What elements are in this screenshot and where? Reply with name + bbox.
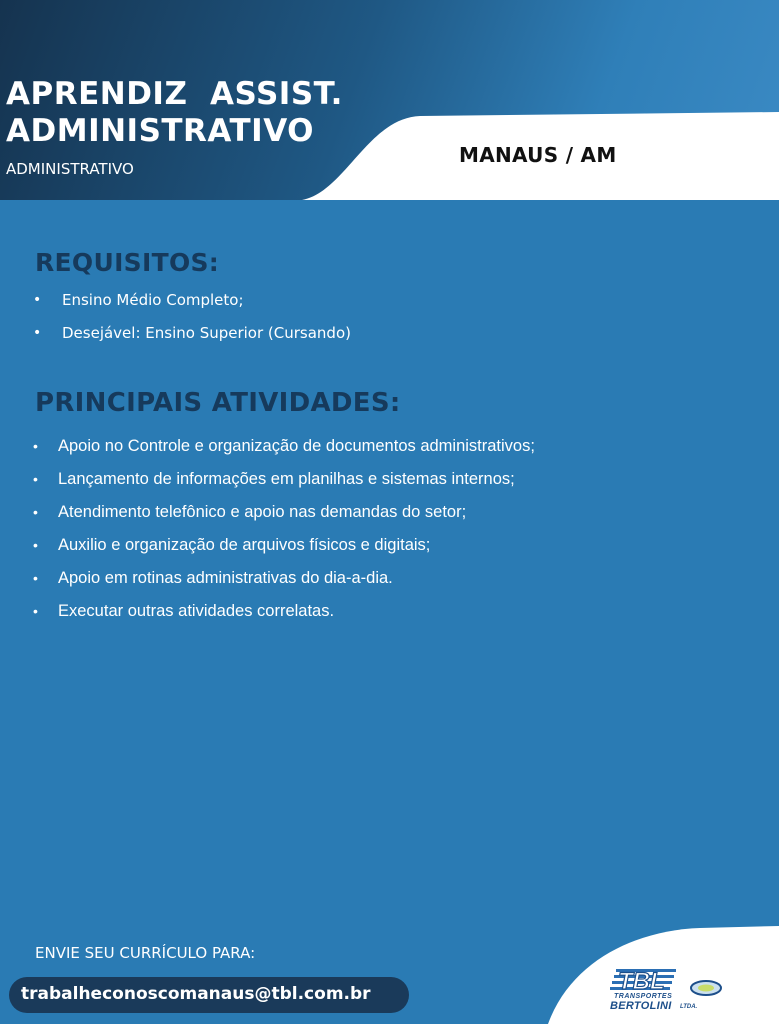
logo-line2: BERTOLINI: [610, 1000, 672, 1012]
company-logo: [610, 966, 730, 1016]
atividades-heading: PRINCIPAIS ATIVIDADES:: [35, 388, 401, 418]
job-department: ADMINISTRATIVO: [6, 160, 134, 178]
atividade-text: Apoio em rotinas administrativas do dia-a-dia.: [58, 569, 393, 587]
requisito-text: Ensino Médio Completo;: [62, 291, 244, 309]
bullet-icon: •: [33, 570, 38, 586]
requisito-text: Desejável: Ensino Superior (Cursando): [62, 324, 351, 342]
bullet-icon: •: [33, 537, 38, 553]
atividade-text: Lançamento de informações em planilhas e sistemas internos;: [58, 470, 515, 488]
atividade-text: Executar outras atividades correlatas.: [58, 602, 335, 620]
bullet-icon: •: [33, 438, 38, 454]
job-location: MANAUS / AM: [459, 143, 617, 167]
atividade-text: Apoio no Controle e organização de documentos administrativos;: [58, 437, 535, 455]
logo-line1: TRANSPORTES: [614, 993, 673, 1000]
email-address[interactable]: trabalheconoscomanaus@tbl.com.br: [21, 984, 371, 1004]
bullet-icon: •: [33, 292, 42, 308]
bullet-icon: •: [33, 603, 38, 619]
email-badge[interactable]: [9, 977, 409, 1013]
atividade-text: Atendimento telefônico e apoio nas demandas do setor;: [58, 503, 467, 521]
bullet-icon: •: [33, 504, 38, 520]
requisitos-heading: REQUISITOS:: [35, 248, 220, 277]
bullet-icon: •: [33, 471, 38, 487]
cta-text: ENVIE SEU CURRÍCULO PARA:: [35, 944, 256, 962]
job-title: APRENDIZ ASSIST. ADMINISTRATIVO: [6, 76, 343, 149]
logo-suffix: LTDA.: [680, 1004, 698, 1010]
atividade-text: Auxilio e organização de arquivos físicos e digitais;: [58, 536, 431, 554]
logo-mark-text: TBL: [618, 968, 665, 995]
bullet-icon: •: [33, 325, 42, 341]
